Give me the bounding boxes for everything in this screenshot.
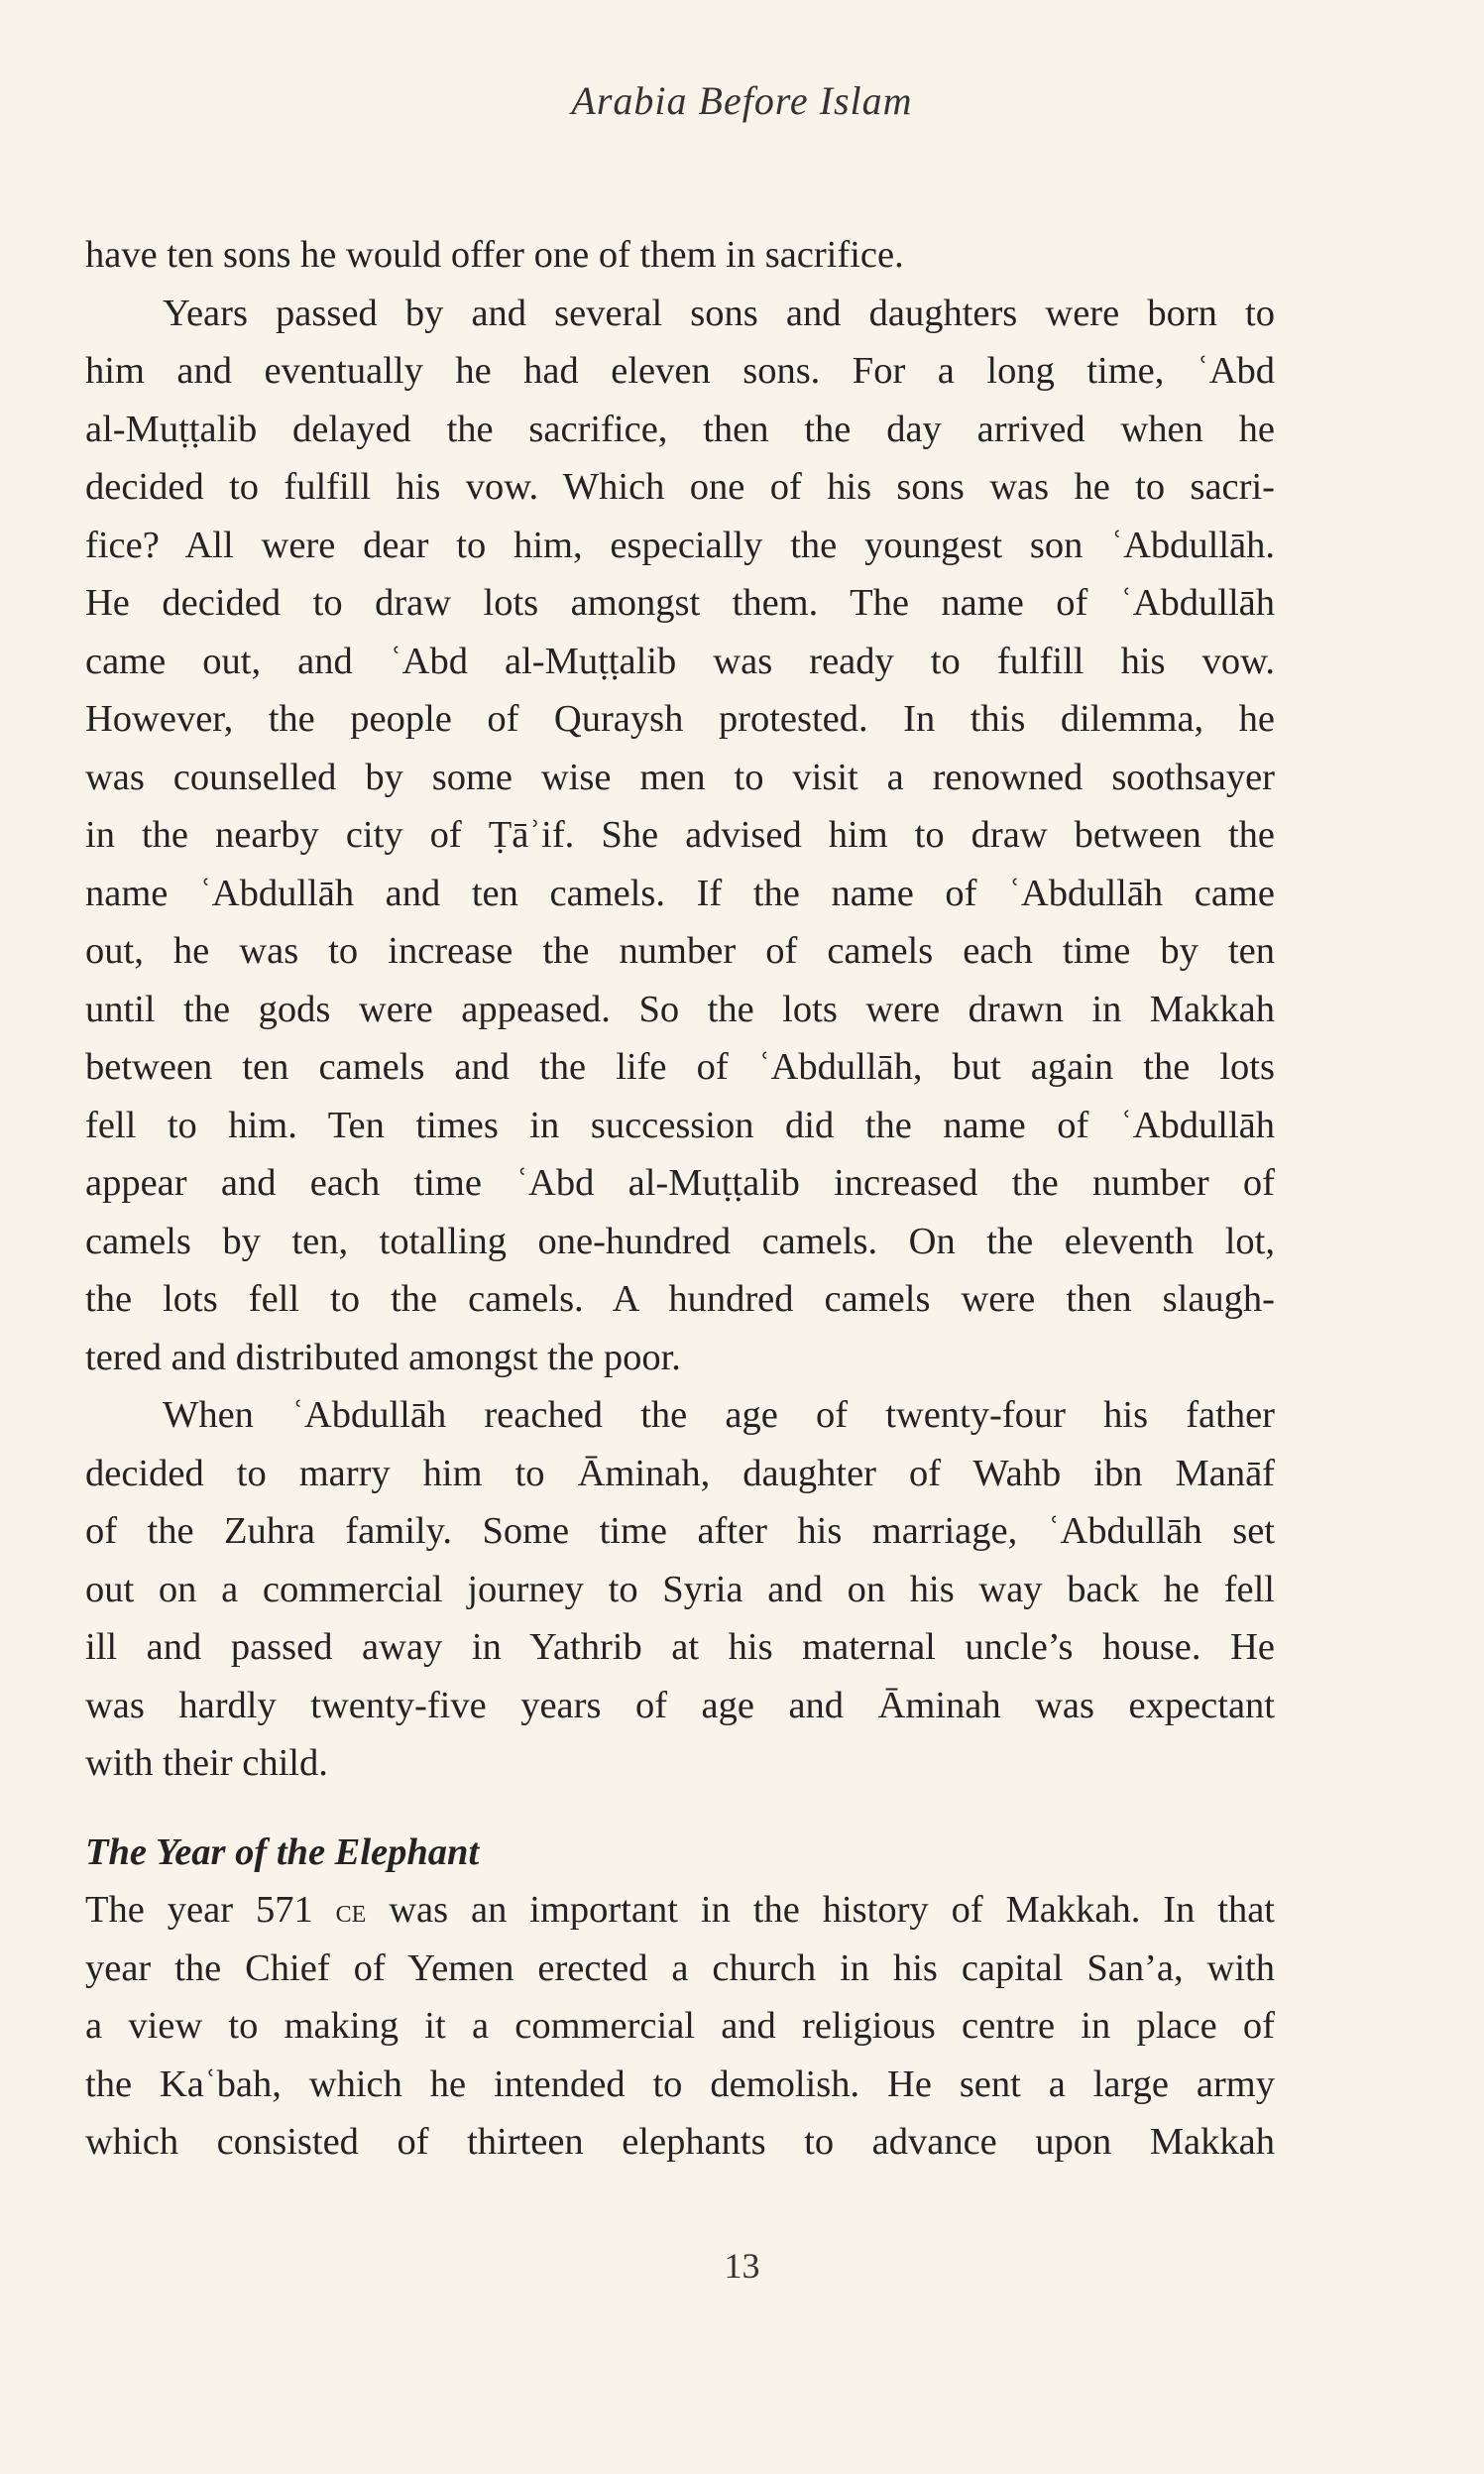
text-line: out, he was to increase the number of camels each time by ten — [85, 930, 1275, 972]
running-head: Arabia Before Islam — [571, 78, 913, 123]
text-line: until the gods were appeased. So the lots were drawn in Makkah — [85, 988, 1275, 1030]
text-line: with their child. — [85, 1742, 328, 1784]
text-line: fell to him. Ten times in succession did the name of ʿAbdullāh — [85, 1104, 1275, 1146]
text-line: al-Muṭṭalib delayed the sacrifice, then the day arrived when he — [85, 408, 1275, 450]
text-line: fice? All were dear to him, especially the youngest son ʿAbdullāh. — [85, 524, 1275, 566]
text-line: have ten sons he would offer one of them in sacrifice. — [85, 234, 904, 276]
text-line — [85, 1881, 1275, 1940]
text-line: the Kaʿbah, which he intended to demolish. He sent a large army — [85, 2062, 1275, 2105]
text-line: Years passed by and several sons and daughters were born to — [163, 292, 1275, 334]
section-heading: The Year of the Elephant — [85, 1830, 480, 1873]
text-line: year the Chief of Yemen erected a church in his capital San’a, with — [85, 1946, 1275, 1989]
text-line: However, the people of Quraysh protested. In this dilemma, he — [85, 698, 1275, 740]
text-fragment: The year 571 — [85, 1889, 336, 1931]
text-line: appear and each time ʿAbd al-Muṭṭalib increased the number of — [85, 1162, 1275, 1204]
body-text — [85, 226, 1275, 2172]
text-line: decided to fulfill his vow. Which one of his sons was he to sacri- — [85, 466, 1275, 508]
text-line: between ten camels and the life of ʿAbdullāh, but again the lots — [85, 1046, 1275, 1088]
text-line: tered and distributed amongst the poor. — [85, 1336, 681, 1378]
text-line: a view to making it a commercial and religious centre in place of — [85, 2005, 1275, 2047]
text-line: the lots fell to the camels. A hundred camels were then slaugh- — [85, 1278, 1275, 1320]
text-line: He decided to draw lots amongst them. The name of ʿAbdullāh — [85, 582, 1275, 624]
text-line: came out, and ʿAbd al-Muṭṭalib was ready to fulfill his vow. — [85, 640, 1275, 682]
text-line: ill and passed away in Yathrib at his maternal uncle’s house. He — [85, 1626, 1275, 1668]
text-line: When ʿAbdullāh reached the age of twenty-four his father — [163, 1394, 1275, 1436]
text-line: decided to marry him to Āminah, daughter of Wahb ibn Manāf — [85, 1452, 1275, 1494]
text-fragment: was an important in the history of Makkah. In that — [366, 1889, 1275, 1931]
text-line: out on a commercial journey to Syria and on his way back he fell — [85, 1568, 1275, 1610]
text-line: of the Zuhra family. Some time after his marriage, ʿAbdullāh set — [85, 1510, 1275, 1552]
text-line: name ʿAbdullāh and ten camels. If the name of ʿAbdullāh came — [85, 872, 1275, 914]
text-line: camels by ten, totalling one-hundred camels. On the eleventh lot, — [85, 1220, 1275, 1262]
text-line: was counselled by some wise men to visit a renowned soothsayer — [85, 756, 1275, 798]
text-line: in the nearby city of Ṭāʾif. She advised him to draw between the — [85, 814, 1275, 856]
era-abbreviation: ce — [335, 1893, 367, 1930]
page-number: 13 — [724, 2246, 760, 2286]
text-line: him and eventually he had eleven sons. For a long time, ʿAbd — [85, 350, 1275, 392]
text-line: was hardly twenty-five years of age and Āminah was expectant — [85, 1684, 1275, 1726]
text-line: which consisted of thirteen elephants to advance upon Makkah — [85, 2121, 1275, 2163]
